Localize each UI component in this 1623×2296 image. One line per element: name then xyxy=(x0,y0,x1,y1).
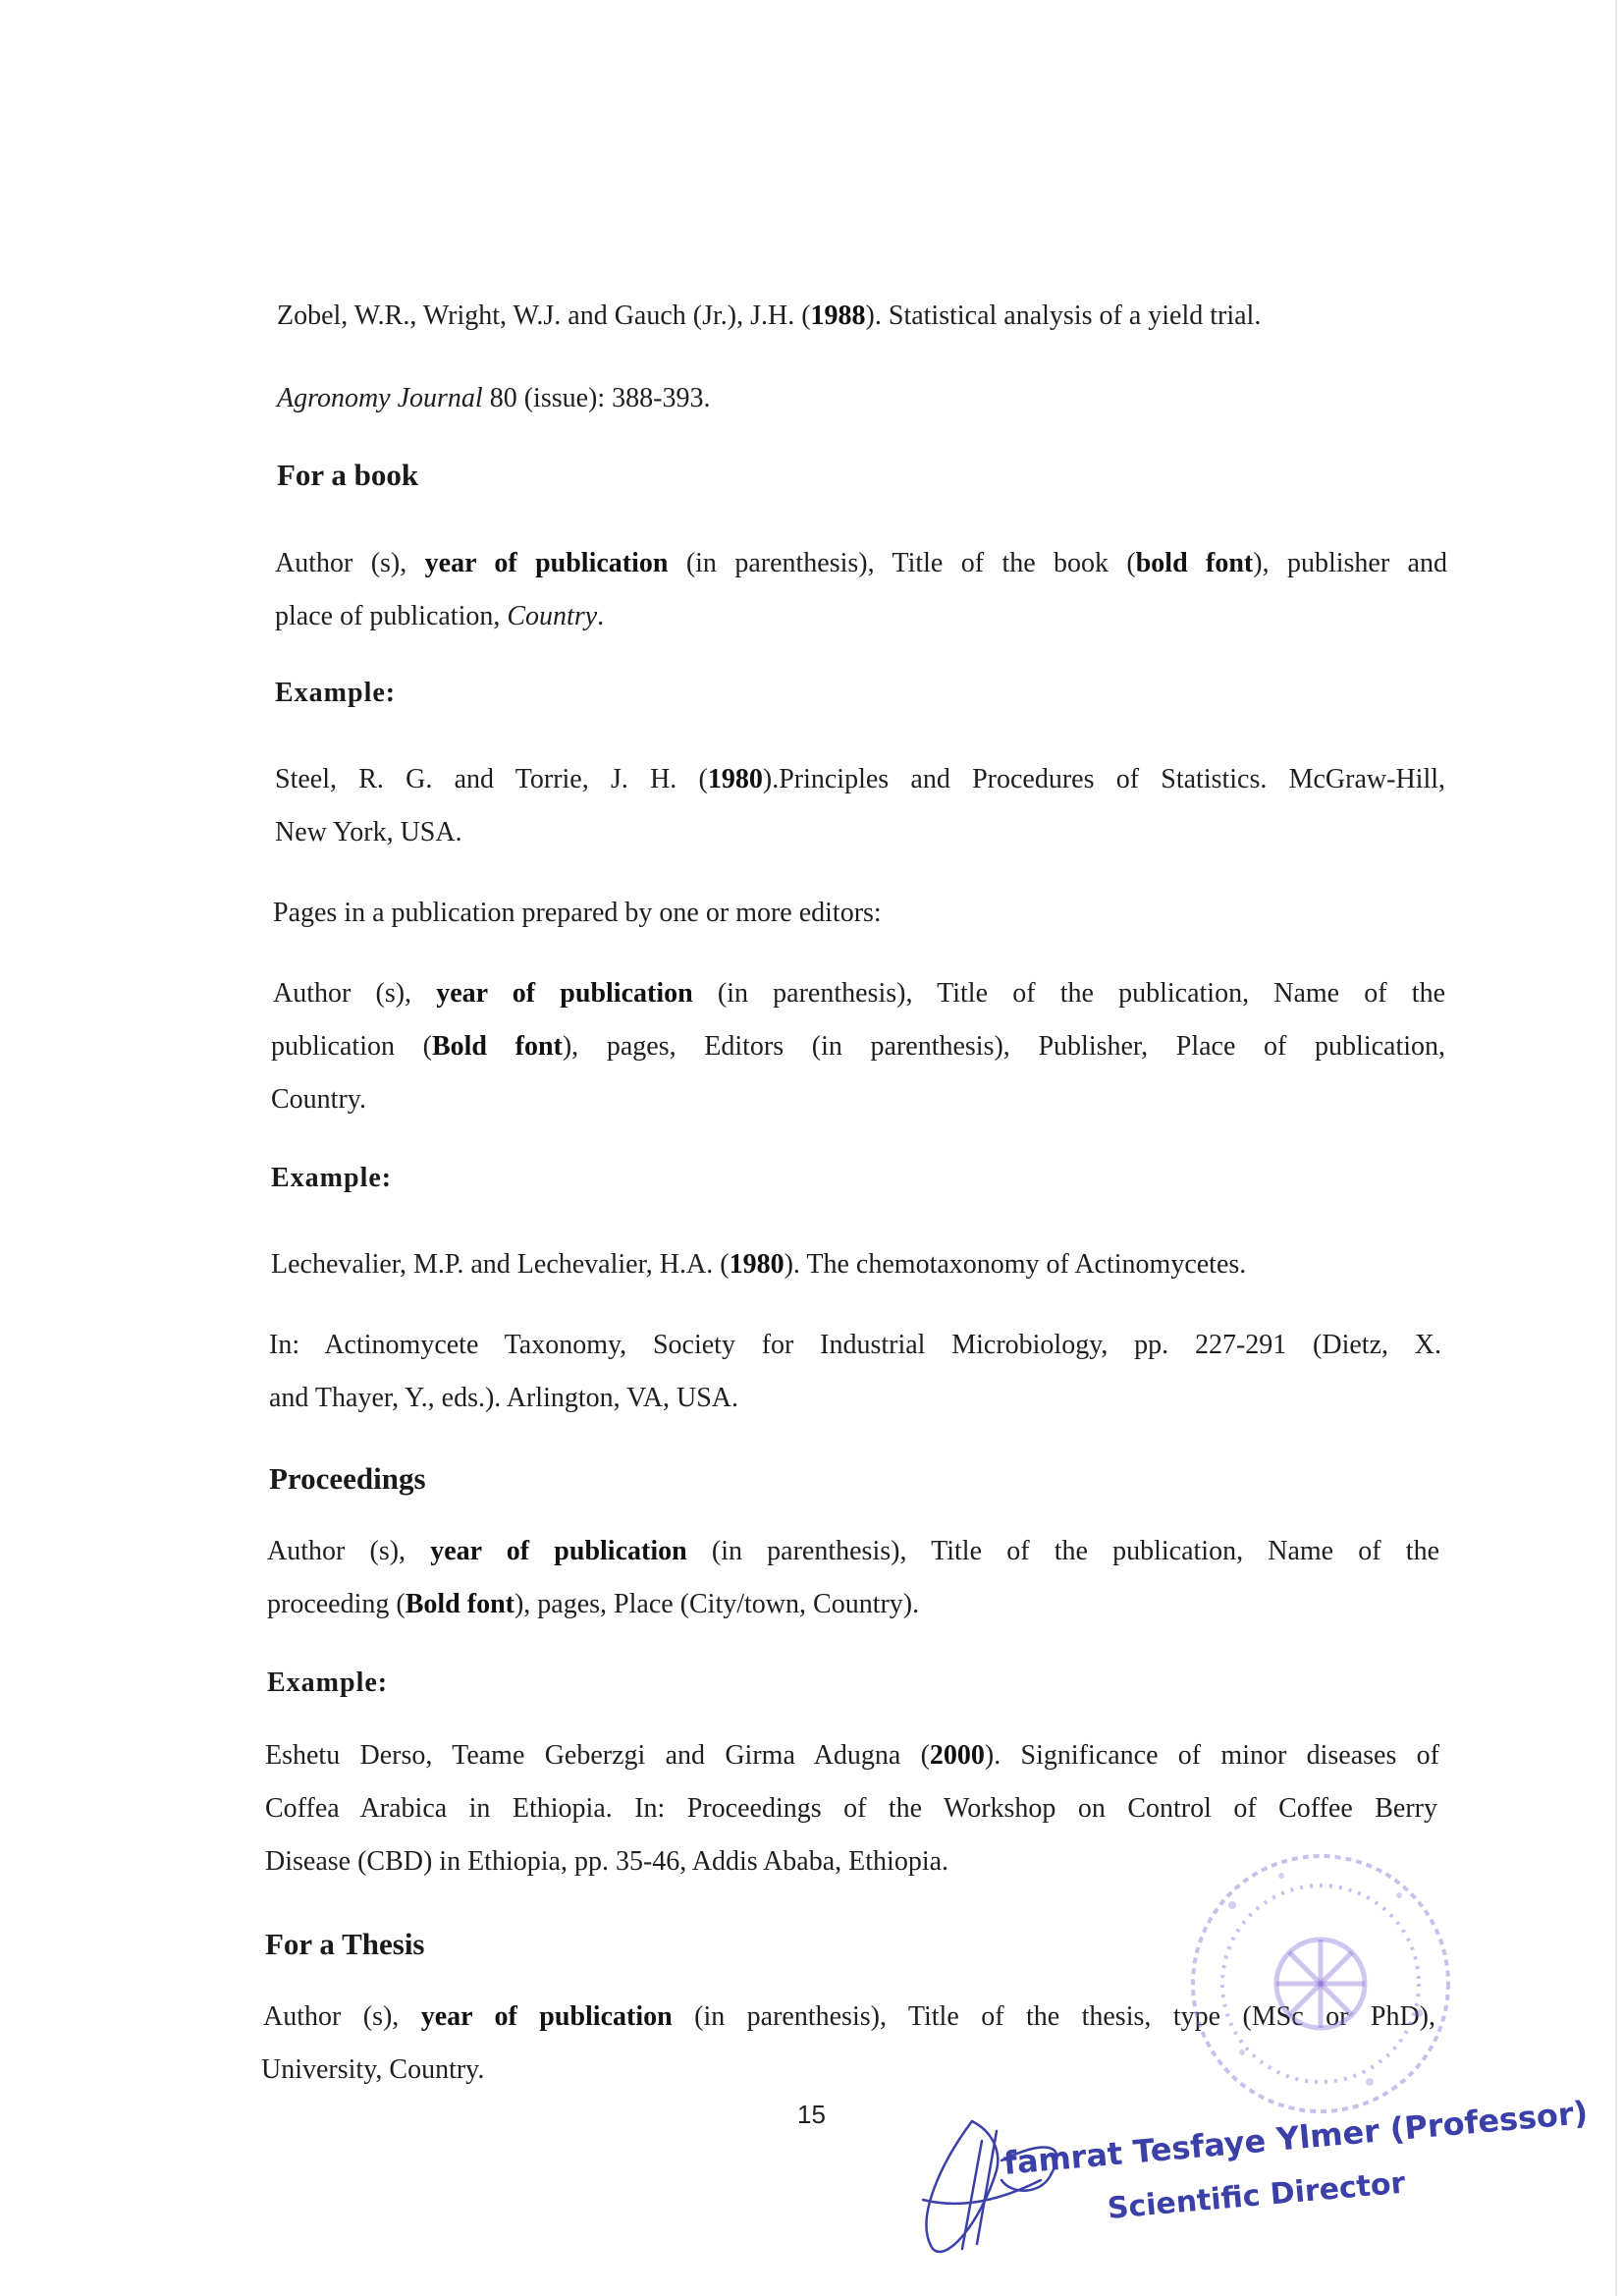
book-format-line-1: Author (s), year of publication (in parenthesis), Title of the book (bold font), publisher and xyxy=(275,548,1447,578)
proceedings-format-line-2: proceeding (Bold font), pages, Place (City/town, Country). xyxy=(267,1589,920,1619)
edited-intro: Pages in a publication prepared by one or more editors: xyxy=(273,898,882,928)
proceedings-example-label: Example: xyxy=(267,1667,389,1698)
book-example-line-1: Steel, R. G. and Torrie, J. H. (1980).Principles and Procedures of Statistics. McGraw-Hill, xyxy=(275,764,1446,794)
edited-format-line-3: Country. xyxy=(271,1084,366,1115)
edited-example-line-1: Lechevalier, M.P. and Lechevalier, H.A. (1980). The chemotaxonomy of Actinomycetes. xyxy=(271,1249,1247,1280)
thesis-format-line-2: University, Country. xyxy=(261,2054,485,2085)
zobel-reference-line-1: Zobel, W.R., Wright, W.J. and Gauch (Jr.), J.H. (1988). Statistical analysis of a yield trial. xyxy=(277,301,1262,331)
edited-example-line-3: and Thayer, Y., eds.). Arlington, VA, USA. xyxy=(269,1383,738,1413)
signatory-name: famrat Tesfaye Ylmer (Professor) xyxy=(1001,2094,1590,2182)
proceedings-format-line-1: Author (s), year of publication (in parenthesis), Title of the publication, Name of the xyxy=(267,1536,1440,1566)
page-edge xyxy=(1615,0,1617,2296)
proceedings-example-line-3: Disease (CBD) in Ethiopia, pp. 35-46, Addis Ababa, Ethiopia. xyxy=(265,1846,949,1877)
page-number: 15 xyxy=(797,2100,826,2129)
official-stamp xyxy=(1173,1836,1468,2131)
proceedings-example-line-1: Eshetu Derso, Teame Geberzgi and Girma Adugna (2000). Significance of minor diseases of xyxy=(265,1740,1439,1771)
edited-format-line-1: Author (s), year of publication (in parenthesis), Title of the publication, Name of the xyxy=(273,978,1446,1009)
book-example-line-2: New York, USA. xyxy=(275,817,462,847)
heading-for-a-thesis: For a Thesis xyxy=(265,1927,425,1961)
edited-format-line-2: publication (Bold font), pages, Editors (in parenthesis), Publisher, Place of publication, xyxy=(271,1031,1446,1062)
edited-example-label: Example: xyxy=(271,1163,393,1193)
zobel-reference-line-2: Agronomy Journal 80 (issue): 388-393. xyxy=(277,383,711,413)
book-format-line-2: place of publication, Country. xyxy=(275,601,605,631)
signatory-title: Scientific Director xyxy=(1106,2165,1407,2226)
heading-for-a-book: For a book xyxy=(277,458,419,492)
edited-example-line-2: In: Actinomycete Taxonomy, Society for Industrial Microbiology, pp. 227-291 (Dietz, X. xyxy=(269,1330,1441,1360)
heading-proceedings: Proceedings xyxy=(269,1461,426,1496)
book-example-label: Example: xyxy=(275,678,397,708)
thesis-format-line-1: Author (s), year of publication (in parenthesis), Title of the thesis, type (MSc or PhD), xyxy=(263,2001,1435,2032)
proceedings-example-line-2: Coffea Arabica in Ethiopia. In: Proceedings of the Workshop on Control of Coffee Berry xyxy=(265,1793,1437,1824)
